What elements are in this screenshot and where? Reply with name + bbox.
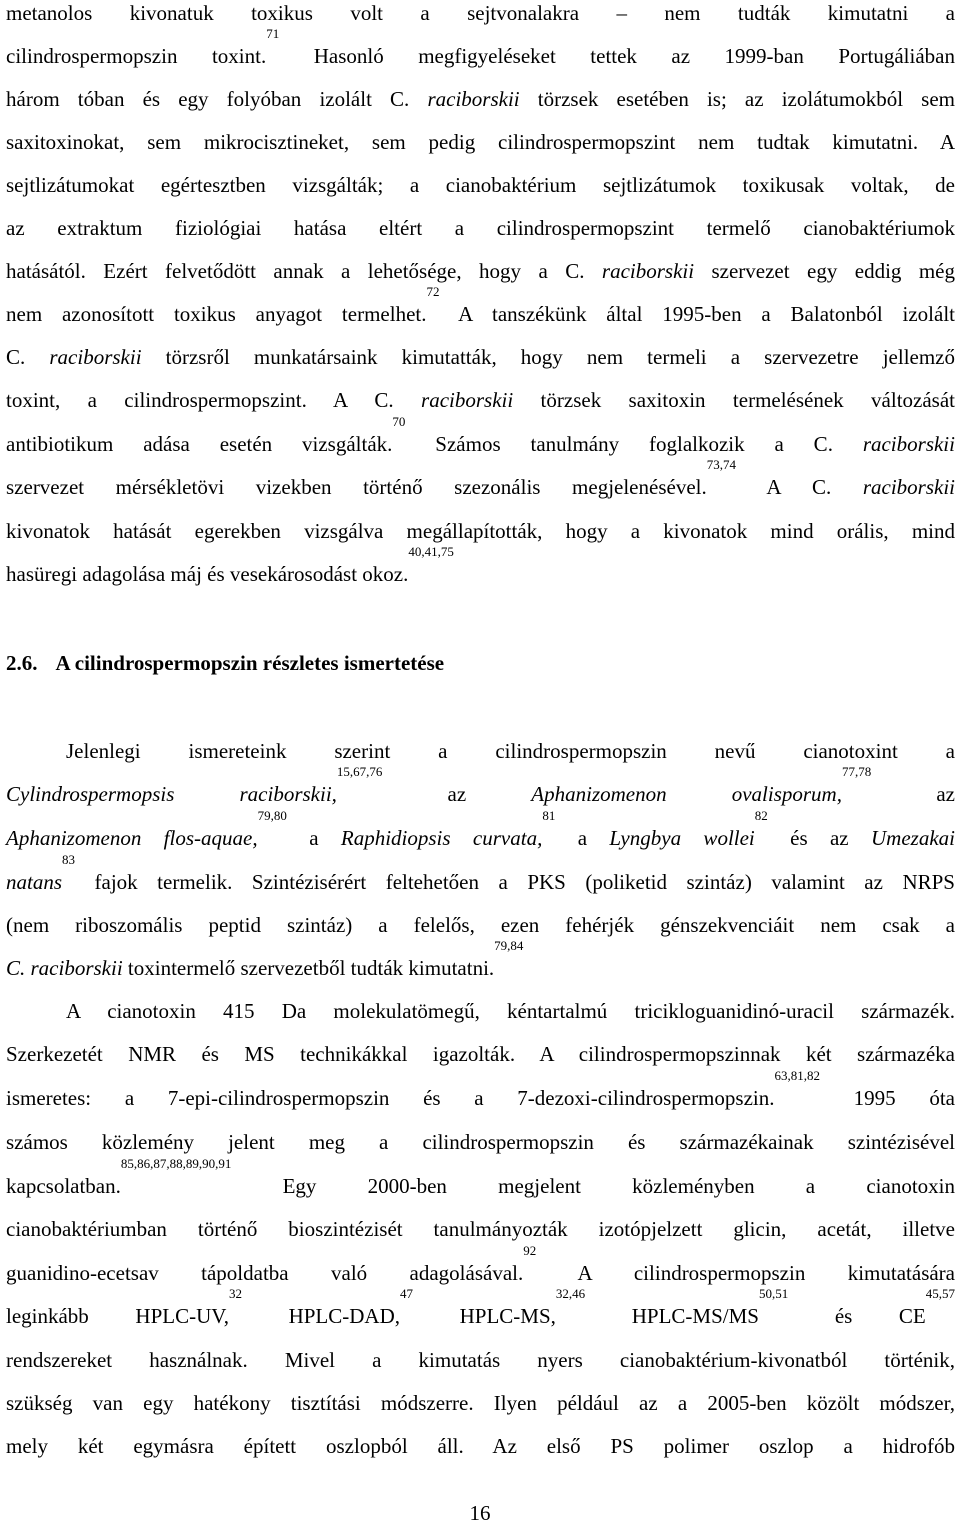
text-line: guanidino-ecetsav tápoldatba való adagolásával.$^{92}$ A cilindrospermopszin kimutatására: [6, 1243, 955, 1285]
citation: 81: [542, 808, 556, 823]
citation: 32,46: [555, 1286, 586, 1301]
text-line: natans$^{83}$ fajok termelik. Szintézisérért feltehetően a PKS (poliketid szintáz) valamint az NRPS: [6, 852, 955, 894]
text-line: ismeretes: a 7-epi-cilindrospermopszin és a 7-dezoxi-cilindrospermopszin.$^{63,81,82}$ 1995 óta: [6, 1068, 956, 1110]
citation: 47: [400, 1286, 413, 1301]
citation: 63,81,82: [774, 1068, 820, 1083]
text-line: kapcsolatban.$^{85,86,87,88,89,90,91}$ Egy 2000-ben megjelent közleményben a cianotoxin: [6, 1156, 955, 1198]
text-line: számos közlemény jelent meg a cilindrospermopszin és származékainak szintézisével: [6, 1130, 955, 1154]
text-line: toxint, a cilindrospermopszint. A C. raciborskii törzsek saxitoxin termelésének változását: [6, 388, 956, 412]
citation: 40,41,75: [408, 544, 454, 559]
citation: 83: [62, 852, 76, 867]
text-line: az extraktum fiziológiai hatása eltért a cilindrospermopszint termelő cianobaktériumok: [6, 216, 955, 240]
citation: 70: [392, 414, 406, 429]
page-number: 16: [469, 1501, 491, 1525]
text-line: nem azonosított toxikus anyagot termelhet.$^{72}$ A tanszékünk által 1995-ben a Balatonból izolált: [6, 284, 955, 326]
text-line: Szerkezetét NMR és MS technikákkal igazolták. A cilindrospermopszinnak két származéka: [6, 1042, 955, 1066]
citation: 32: [228, 1286, 242, 1301]
citation: 77,78: [841, 764, 872, 779]
citation: 79,84: [494, 938, 524, 953]
citation: 92: [523, 1243, 537, 1258]
text-line: szervezet mérsékletövi vizekben történő szezonális megjelenésével.$^{73,74}$ A C. raciborskii: [6, 457, 955, 499]
text-line: kivonatok hatását egerekben vizsgálva megállapították, hogy a kivonatok mind orális, mind: [6, 519, 955, 543]
text-line: sejtlizátumokat egértesztben vizsgálták; a cianobaktérium sejtlizátumok toxikusak voltak, de: [6, 173, 955, 197]
section-title: A cilindrospermopszin részletes ismertetése: [55, 651, 445, 675]
text-line: A cianotoxin 415 Da molekulatömegű, kéntartalmú tricikloguanidinó-uracil származék.: [66, 999, 955, 1023]
text-line: Cylindrospermopsis raciborskii,$^{15,67,76}$ az Aphanizomenon ovalisporum,$^{77,78}$ az: [6, 764, 955, 806]
citation: 79,80: [257, 808, 287, 823]
text-line: antibiotikum adása esetén vizsgálták.$^{70}$ Számos tanulmány foglalkozik a C. raciborskii: [6, 414, 955, 456]
citation: 15,67,76: [336, 764, 383, 779]
citation: 72: [426, 284, 440, 299]
text-line: rendszereket használnak. Mivel a kimutatás nyers cianobaktérium-kivonatból történik,: [6, 1348, 955, 1372]
text-line: mely két egymásra épített oszlopból áll. Az első PS polimer oszlop a hidrofób: [6, 1434, 955, 1458]
text-line: C. raciborskii toxintermelő szervezetből tudták kimutatni.$^{79,84}$: [6, 938, 524, 980]
text-line: Jelenlegi ismereteink szerint a cilindrospermopszin nevű cianotoxint a: [66, 739, 955, 763]
text-line: metanolos kivonatuk toxikus volt a sejtvonalakra – nem tudták kimutatni a: [6, 1, 955, 25]
text-line: cilindrospermopszin toxint.$^{71}$ Hasonló megfigyeléseket tettek az 1999-ban Portugáliában: [6, 26, 955, 68]
citation: 45,57: [925, 1286, 956, 1301]
text-line: Aphanizomenon flos-aquae,$^{79,80}$ a Raphidiopsis curvata,$^{81}$ a Lyngbya wollei$^{82}$ és az Umezakai: [6, 808, 955, 850]
citation: 71: [266, 26, 280, 41]
text-line: hasüregi adagolása máj és vesekárosodást okoz.$^{40,41,75}$: [6, 544, 454, 586]
text-line: cianobaktériumban történő bioszintézisét tanulmányozták izotópjelzett glicin, acetát, illetve: [6, 1217, 955, 1241]
text-line: leginkább HPLC-UV,$^{32}$ HPLC-DAD,$^{47}$ HPLC-MS,$^{32,46}$ HPLC-MS/MS$^{50,51}$ és CE$^{45,57}$: [6, 1286, 956, 1328]
section-heading: [6, 650, 955, 676]
citation: 50,51: [758, 1286, 789, 1301]
text-line: szükség van egy hatékony tisztítási módszerre. Ilyen például az a 2005-ben közölt módszer,: [6, 1391, 955, 1415]
text-line: hatásától. Ezért felvetődött annak a lehetősége, hogy a C. raciborskii szervezet egy eddig még: [6, 259, 955, 283]
text-line: saxitoxinokat, sem mikrocisztineket, sem pedig cilindrospermopszint nem tudtak kimutatni. A: [6, 130, 955, 154]
text-line: (nem riboszomális peptid szintáz) a felelős, ezen fehérjék génszekvenciáit nem csak a: [6, 913, 955, 937]
citation: 85,86,87,88,89,90,91: [120, 1156, 232, 1171]
section-number: 2.6.: [6, 651, 38, 675]
citation: 82: [754, 808, 768, 823]
text-line: C. raciborskii törzsről munkatársaink kimutatták, hogy nem termeli a szervezetre jellemző: [6, 345, 955, 369]
text-line: három tóban és egy folyóban izolált C. raciborskii törzsek esetében is; az izolátumokból sem: [6, 87, 955, 111]
citation: 73,74: [706, 457, 736, 472]
